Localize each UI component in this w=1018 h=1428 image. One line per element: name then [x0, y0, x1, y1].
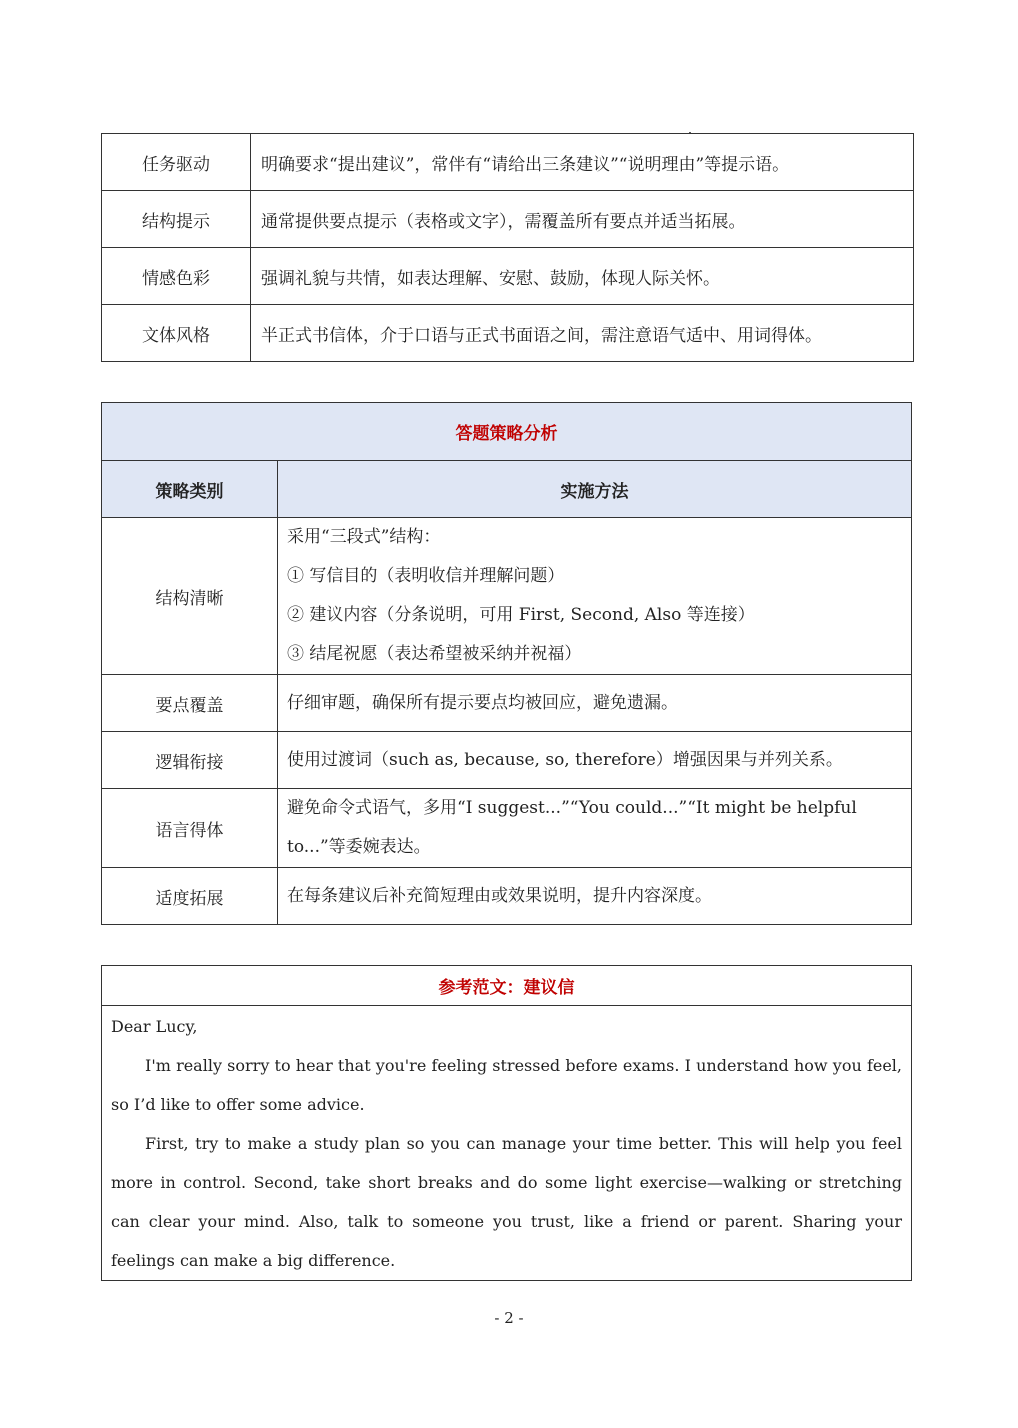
strategy-key: 语言得体 — [102, 789, 278, 868]
letter-paragraph: I'm really sorry to hear that you're feeling stressed before exams. I understand how you feel, so I’d like to offer some advice. — [111, 1056, 902, 1114]
strategy-line: 采用“三段式”结构： — [287, 527, 441, 547]
strategy-line: ① 写信目的（表明收信并理解问题） — [287, 566, 565, 586]
column-header: 实施方法 — [278, 461, 912, 518]
strategy-value — [278, 518, 912, 675]
column-header: 策略类别 — [102, 461, 278, 518]
table-row — [102, 134, 914, 191]
strategy-value: 仔细审题，确保所有提示要点均被回应，避免遗漏。 — [278, 675, 912, 732]
sample-letter-table — [101, 965, 912, 1281]
table-row — [102, 518, 912, 675]
strategy-key: 要点覆盖 — [102, 675, 278, 732]
strategy-table-title: 答题策略分析 — [102, 403, 912, 461]
strategy-key: 结构清晰 — [102, 518, 278, 675]
sample-letter-title: 参考范文：建议信 — [102, 966, 912, 1006]
table-row — [102, 191, 914, 248]
feature-key: 情感色彩 — [102, 248, 251, 305]
feature-value: 通常提供要点提示（表格或文字），需覆盖所有要点并适当拓展。 — [251, 191, 914, 248]
strategy-table — [101, 402, 912, 925]
feature-key: 结构提示 — [102, 191, 251, 248]
feature-value: 强调礼貌与共情，如表达理解、安慰、鼓励，体现人际关怀。 — [251, 248, 914, 305]
letter-salutation: Dear Lucy, — [111, 1017, 198, 1036]
strategy-value: 避免命令式语气，多用“I suggest...”“You could...”“It might be helpful to...”等委婉表达。 — [278, 789, 912, 868]
feature-key: 任务驱动 — [102, 134, 251, 191]
feature-value: 半正式书信体，介于口语与正式书面语之间，需注意语气适中、用词得体。 — [251, 305, 914, 362]
feature-value: 明确要求“提出建议”，常伴有“请给出三条建议”“说明理由”等提示语。 — [251, 134, 914, 191]
table-row — [102, 305, 914, 362]
strategy-line: ③ 结尾祝愿（表达希望被采纳并祝福） — [287, 644, 582, 664]
strategy-value: 在每条建议后补充简短理由或效果说明，提升内容深度。 — [278, 868, 912, 925]
page-number: - 2 - — [494, 1309, 524, 1327]
strategy-value: 使用过渡词（such as, because, so, therefore）增强因果与并列关系。 — [278, 732, 912, 789]
sample-letter-body — [102, 1006, 912, 1281]
table-header-row — [102, 461, 912, 518]
table-title-row — [102, 966, 912, 1006]
strategy-key: 逻辑衔接 — [102, 732, 278, 789]
feature-table — [101, 133, 914, 362]
strategy-key: 适度拓展 — [102, 868, 278, 925]
table-row — [102, 732, 912, 789]
table-row — [102, 1006, 912, 1281]
table-row — [102, 675, 912, 732]
table-row — [102, 248, 914, 305]
table-title-row — [102, 403, 912, 461]
table-row — [102, 868, 912, 925]
feature-key: 文体风格 — [102, 305, 251, 362]
strategy-line: ② 建议内容（分条说明，可用 First, Second, Also 等连接） — [287, 605, 755, 625]
table-row — [102, 789, 912, 868]
letter-paragraph: First, try to make a study plan so you can manage your time better. This will help you feel more in control. Second, take short breaks and do some light exercise—walking or stretching can clear your mind. Also, talk to someone you trust, like a friend or parent. Sharing your feelings can make a big difference. — [111, 1134, 902, 1270]
